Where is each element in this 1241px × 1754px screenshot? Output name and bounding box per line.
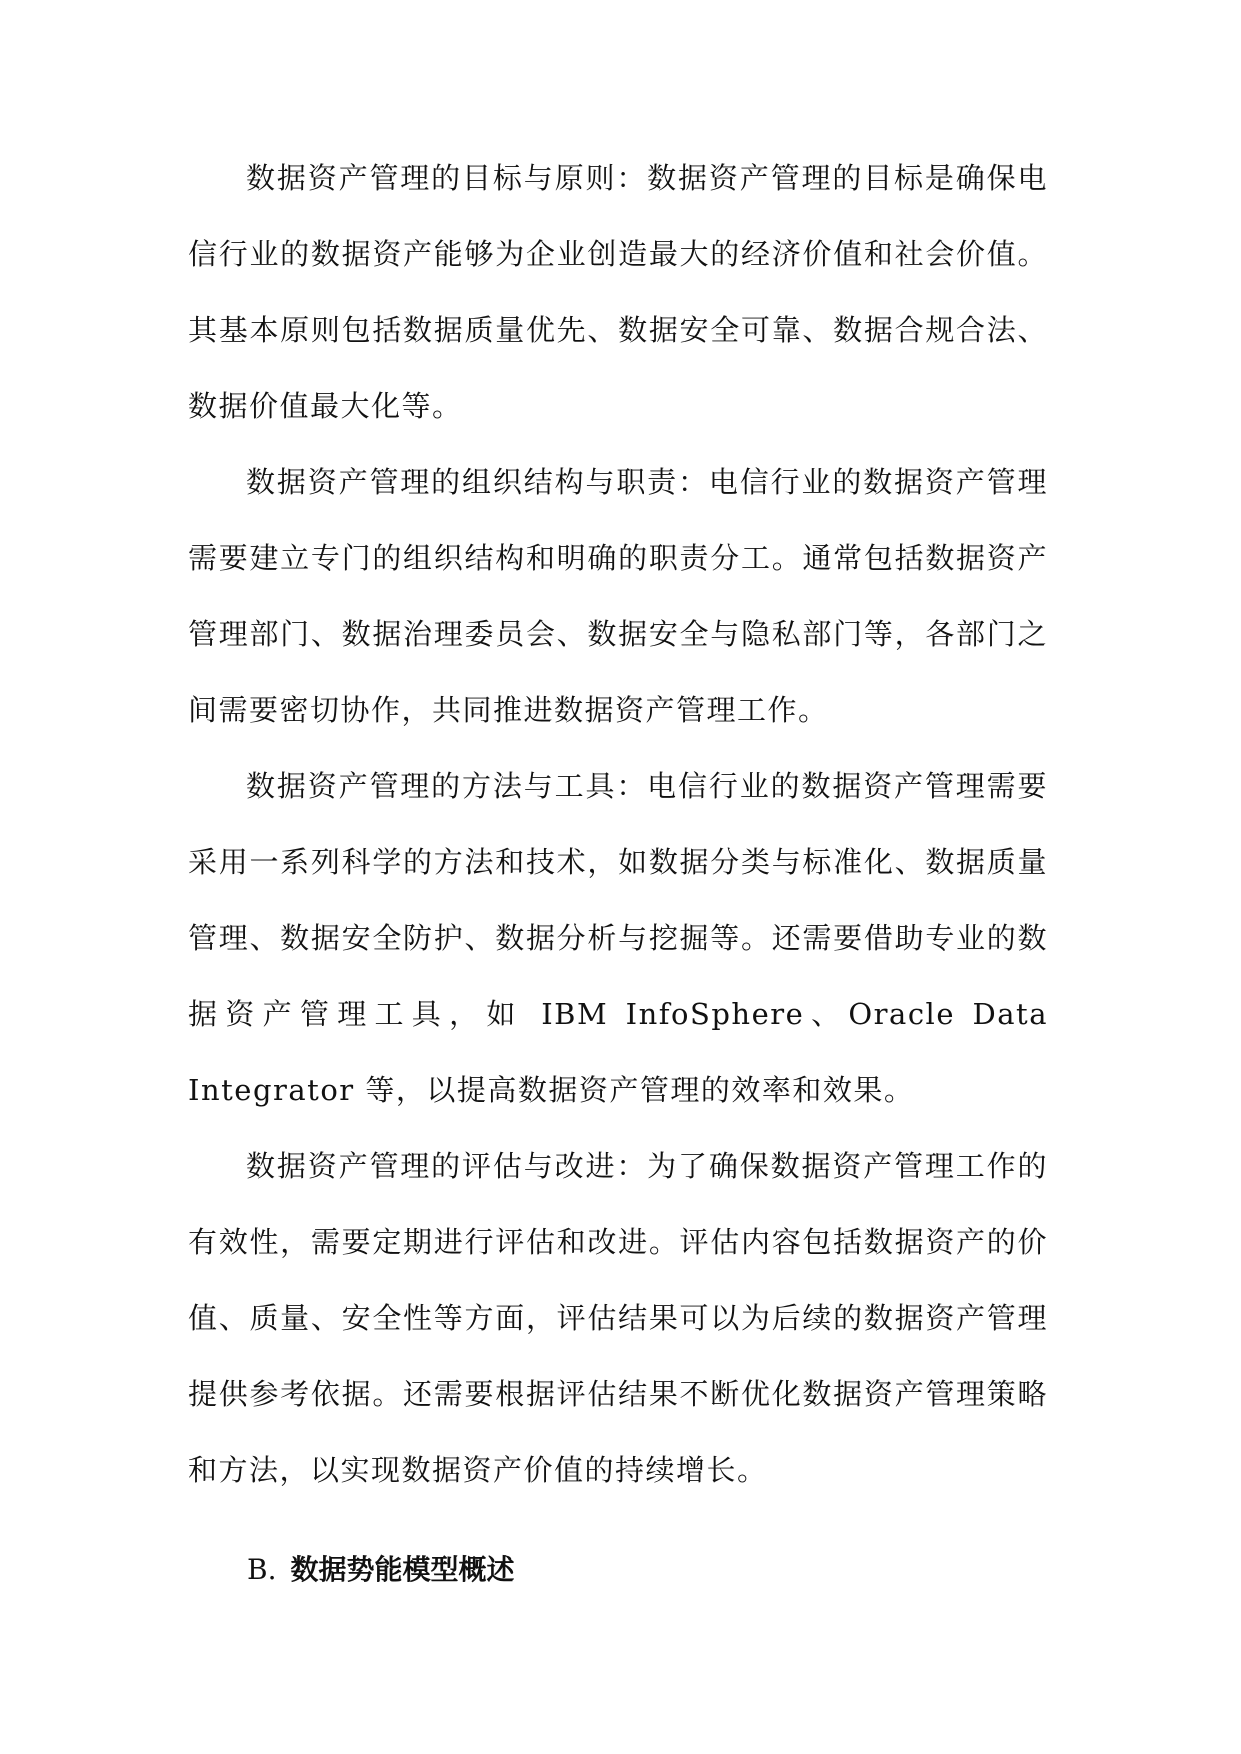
body-text — [188, 140, 1048, 1508]
section-heading — [247, 1550, 515, 1590]
paragraph-methods-tools: 数据资产管理的方法与工具：电信行业的数据资产管理需要采用一系列科学的方法和技术，如数据分类与标准化、数据质量管理、数据安全防护、数据分析与挖掘等。还需要借助专业的数据资产管理工具，如 IBM InfoSphere、Oracle Data Integrator 等，以提高数据资产管理的效率和效果。 — [188, 769, 1048, 1107]
paragraph-evaluation-improvement: 数据资产管理的评估与改进：为了确保数据资产管理工作的有效性，需要定期进行评估和改进。评估内容包括数据资产的价值、质量、安全性等方面，评估结果可以为后续的数据资产管理提供参考依据。还需要根据评估结果不断优化数据资产管理策略和方法，以实现数据资产价值的持续增长。 — [188, 1149, 1048, 1487]
section-number: B. — [247, 1553, 277, 1586]
paragraph-organization-duties: 数据资产管理的组织结构与职责：电信行业的数据资产管理需要建立专门的组织结构和明确的职责分工。通常包括数据资产管理部门、数据治理委员会、数据安全与隐私部门等，各部门之间需要密切协作，共同推进数据资产管理工作。 — [188, 465, 1048, 727]
section-title: 数据势能模型概述 — [290, 1553, 515, 1586]
paragraph-goals-principles: 数据资产管理的目标与原则：数据资产管理的目标是确保电信行业的数据资产能够为企业创造最大的经济价值和社会价值。其基本原则包括数据质量优先、数据安全可靠、数据合规合法、数据价值最大化等。 — [188, 161, 1048, 423]
